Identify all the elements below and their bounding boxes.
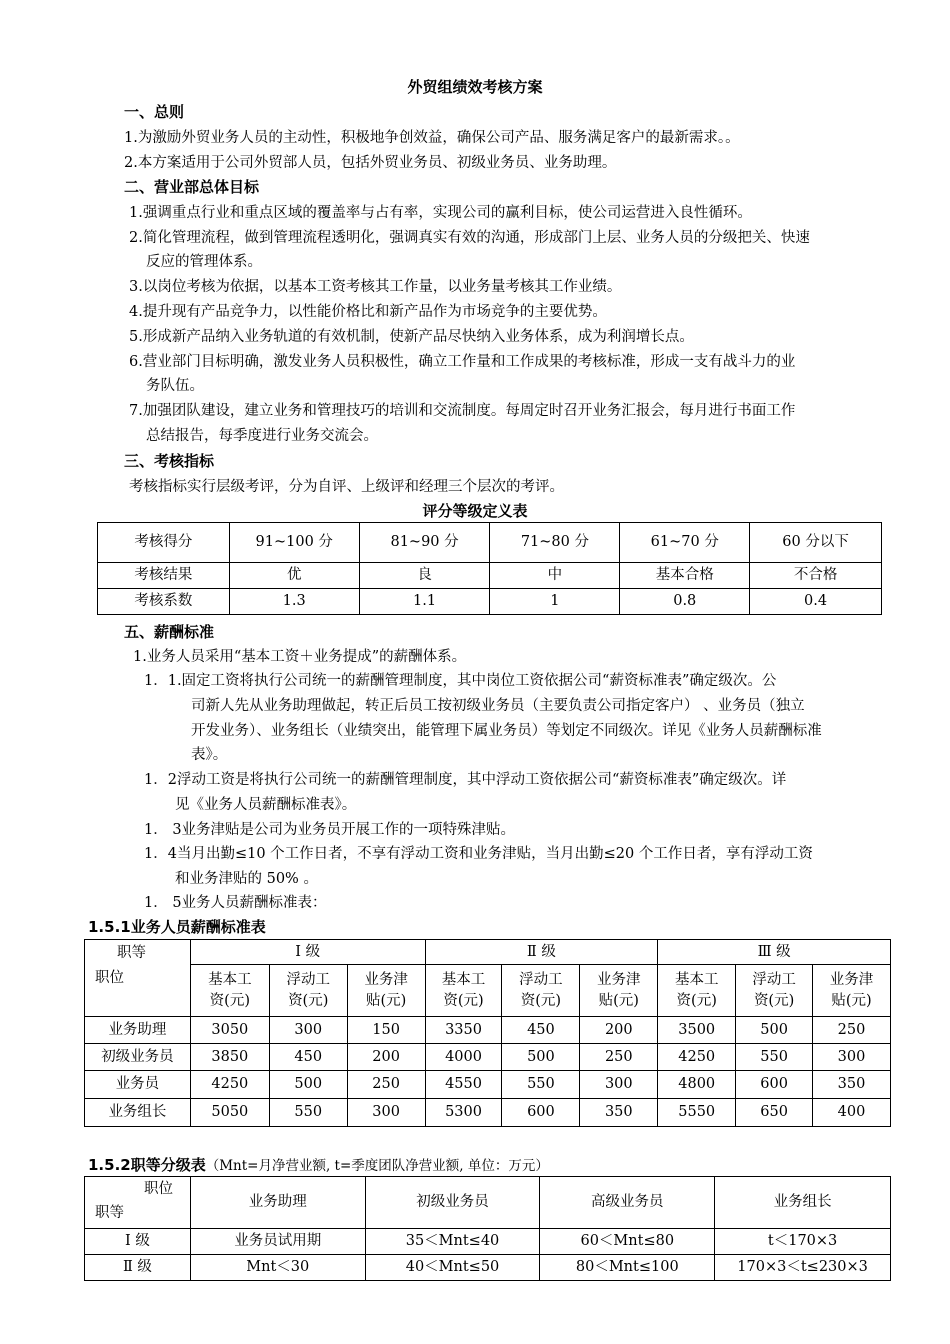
- grade-cell: 71~80 分: [490, 523, 620, 563]
- s1-item-1: 1.为激励外贸业务人员的主动性，积极地争创效益，确保公司产品、服务满足客户的最新需求。。: [124, 130, 740, 146]
- corner-top-label: 职等: [117, 945, 146, 961]
- grade-cell: 61~70 分: [620, 523, 750, 563]
- value-cell: 4250: [658, 1044, 736, 1071]
- value-cell: 35＜Mnt≤40: [365, 1229, 540, 1255]
- grade-cell: 考核系数: [98, 589, 230, 615]
- rank-corner: [85, 1177, 191, 1229]
- s5-p11-l1: 1．1.固定工资将执行公司统一的薪酬管理制度，其中岗位工资依据公司“薪资标准表”确定级次。公: [144, 673, 777, 689]
- rank-col-header: 初级业务员: [365, 1177, 540, 1229]
- salary-corner: [85, 940, 191, 1017]
- value-cell: Mnt＜30: [190, 1255, 365, 1281]
- sub-header: 浮动工 资(元): [736, 965, 813, 1017]
- role-cell: 初级业务员: [85, 1044, 191, 1071]
- rank-level-cell: Ⅱ 级: [85, 1255, 191, 1281]
- section-1-heading: 一、总则: [124, 103, 185, 121]
- s5-p11-l2: 司新人先从业务助理做起，转正后员工按初级业务员（主要负责公司指定客户） 、业务员（独立: [191, 698, 805, 714]
- grade-cell: 不合格: [750, 563, 882, 589]
- grade-table: [97, 522, 882, 615]
- value-cell: 3050: [190, 1017, 269, 1044]
- s2-item-2-cont: 反应的管理体系。: [146, 254, 262, 270]
- s2-item-6-cont: 务队伍。: [146, 378, 204, 394]
- s2-item-2: 2.简化管理流程，做到管理流程透明化，强调真实有效的沟通，形成部门上层、业务人员的分级把关、快速: [129, 230, 810, 246]
- section-2-heading: 二、营业部总体目标: [124, 178, 260, 196]
- value-cell: 650: [736, 1099, 813, 1127]
- value-cell: 450: [502, 1017, 580, 1044]
- s5-p1: 1.业务人员采用“基本工资＋业务提成”的薪酬体系。: [133, 649, 467, 665]
- table-row: [85, 1017, 891, 1044]
- s2-item-5: 5.形成新产品纳入业务轨道的有效机制，使新产品尽快纳入业务体系，成为利润增长点。: [129, 329, 694, 345]
- rank-level-cell: Ⅰ 级: [85, 1229, 191, 1255]
- sub-header: 浮动工 资(元): [502, 965, 580, 1017]
- s5-p14-l1: 1．4当月出勤≤10 个工作日者，不享有浮动工资和业务津贴，当月出勤≤20 个工作日者，享有浮动工资: [144, 846, 813, 862]
- rank-corner-bottom: 职等: [95, 1205, 124, 1221]
- value-cell: 600: [736, 1071, 813, 1099]
- grade-cell: 1.1: [359, 589, 490, 615]
- grade-cell: 中: [490, 563, 620, 589]
- grade-table-caption: 评分等级定义表: [422, 502, 528, 520]
- value-cell: 60＜Mnt≤80: [540, 1229, 715, 1255]
- value-cell: 4000: [425, 1044, 502, 1071]
- value-cell: 业务员试用期: [190, 1229, 365, 1255]
- value-cell: 500: [736, 1017, 813, 1044]
- sub-header: 基本工 资(元): [190, 965, 269, 1017]
- value-cell: 500: [269, 1071, 347, 1099]
- table-row: [85, 1044, 891, 1071]
- value-cell: 40＜Mnt≤50: [365, 1255, 540, 1281]
- grade-cell: 考核结果: [98, 563, 230, 589]
- grade-cell: 1: [490, 589, 620, 615]
- value-cell: 250: [347, 1071, 425, 1099]
- rank-table: [84, 1176, 891, 1281]
- s5-p15: 1． 5业务人员薪酬标准表：: [144, 895, 327, 911]
- value-cell: 300: [580, 1071, 658, 1099]
- value-cell: 200: [347, 1044, 425, 1071]
- rank-table-caption: [88, 1154, 549, 1175]
- value-cell: 550: [269, 1099, 347, 1127]
- value-cell: t＜170×3: [715, 1229, 891, 1255]
- value-cell: 200: [580, 1017, 658, 1044]
- s5-p11-l4: 表》。: [191, 747, 228, 763]
- s2-item-7: 7.加强团队建设，建立业务和管理技巧的培训和交流制度。每周定时召开业务汇报会，每月进行书面工作: [129, 403, 796, 419]
- rank-col-header: 业务组长: [715, 1177, 891, 1229]
- value-cell: 550: [502, 1071, 580, 1099]
- table-row: [85, 1229, 891, 1255]
- value-cell: 550: [736, 1044, 813, 1071]
- value-cell: 500: [502, 1044, 580, 1071]
- s3-text: 考核指标实行层级考评，分为自评、上级评和经理三个层次的考评。: [129, 479, 564, 495]
- value-cell: 5550: [658, 1099, 736, 1127]
- sub-header: 浮动工 资(元): [269, 965, 347, 1017]
- section-5-heading: 五、薪酬标准: [124, 623, 215, 641]
- s1-item-2: 2.本方案适用于公司外贸部人员，包括外贸业务员、初级业务员、业务助理。: [124, 155, 617, 171]
- value-cell: 170×3＜t≤230×3: [715, 1255, 891, 1281]
- value-cell: 3350: [425, 1017, 502, 1044]
- s2-item-7-cont: 总结报告，每季度进行业务交流会。: [146, 428, 378, 444]
- grade-cell: 良: [359, 563, 490, 589]
- level-header: Ⅲ 级: [658, 940, 891, 965]
- value-cell: 4800: [658, 1071, 736, 1099]
- s5-p13: 1． 3业务津贴是公司为业务员开展工作的一项特殊津贴。: [144, 822, 516, 838]
- grade-cell: 0.4: [750, 589, 882, 615]
- salary-table: [84, 939, 891, 1127]
- value-cell: 5050: [190, 1099, 269, 1127]
- value-cell: 80＜Mnt≤100: [540, 1255, 715, 1281]
- table-row: [85, 1255, 891, 1281]
- table-row: [85, 1071, 891, 1099]
- value-cell: 3500: [658, 1017, 736, 1044]
- value-cell: 400: [813, 1099, 891, 1127]
- rank-col-header: 高级业务员: [540, 1177, 715, 1229]
- rank-caption-title: 1.5.2职等分级表: [88, 1156, 206, 1174]
- value-cell: 250: [580, 1044, 658, 1071]
- grade-cell: 60 分以下: [750, 523, 882, 563]
- grade-cell: 1.3: [229, 589, 359, 615]
- value-cell: 350: [580, 1099, 658, 1127]
- value-cell: 4250: [190, 1071, 269, 1099]
- s5-p11-l3: 开发业务）、业务组长（业绩突出，能管理下属业务员）等划定不同级次。详见《业务人员薪酬标准: [191, 723, 822, 739]
- level-header: Ⅱ 级: [425, 940, 658, 965]
- grade-cell: 基本合格: [620, 563, 750, 589]
- s2-item-6: 6.营业部门目标明确，激发业务人员积极性，确立工作量和工作成果的考核标准，形成一支有战斗力的业: [129, 354, 796, 370]
- s5-p12-l2: 见《业务人员薪酬标准表》。: [175, 797, 357, 813]
- sub-header: 业务津 贴(元): [580, 965, 658, 1017]
- level-header: Ⅰ 级: [190, 940, 425, 965]
- s5-p14-l2: 和业务津贴的 50% 。: [175, 871, 318, 887]
- value-cell: 150: [347, 1017, 425, 1044]
- corner-bottom-label: 职位: [95, 970, 124, 986]
- value-cell: 450: [269, 1044, 347, 1071]
- table-row: [85, 1099, 891, 1127]
- sub-header: 基本工 资(元): [658, 965, 736, 1017]
- grade-cell: 91~100 分: [229, 523, 359, 563]
- section-3-heading: 三、考核指标: [124, 452, 215, 470]
- value-cell: 300: [347, 1099, 425, 1127]
- value-cell: 300: [269, 1017, 347, 1044]
- rank-caption-note: （Mnt=月净营业额, t=季度团队净营业额, 单位：万元）: [205, 1158, 549, 1174]
- value-cell: 250: [813, 1017, 891, 1044]
- value-cell: 5300: [425, 1099, 502, 1127]
- value-cell: 4550: [425, 1071, 502, 1099]
- sub-header: 基本工 资(元): [425, 965, 502, 1017]
- value-cell: 3850: [190, 1044, 269, 1071]
- grade-cell: 81~90 分: [359, 523, 490, 563]
- sub-header: 业务津 贴(元): [347, 965, 425, 1017]
- salary-table-caption: 1.5.1业务人员薪酬标准表: [88, 918, 266, 936]
- grade-cell: 0.8: [620, 589, 750, 615]
- role-cell: 业务组长: [85, 1099, 191, 1127]
- rank-col-header: 业务助理: [190, 1177, 365, 1229]
- s2-item-3: 3.以岗位考核为依据，以基本工资考核其工作量，以业务量考核其工作业绩。: [129, 279, 622, 295]
- s2-item-1: 1.强调重点行业和重点区域的覆盖率与占有率，实现公司的赢利目标，使公司运营进入良性循环。: [129, 205, 752, 221]
- s2-item-4: 4.提升现有产品竞争力，以性能价格比和新产品作为市场竞争的主要优势。: [129, 304, 607, 320]
- role-cell: 业务员: [85, 1071, 191, 1099]
- value-cell: 300: [813, 1044, 891, 1071]
- page-title: 外贸组绩效考核方案: [407, 78, 543, 96]
- s5-p12-l1: 1．2浮动工资是将执行公司统一的薪酬管理制度，其中浮动工资依据公司“薪资标准表”确定级次。详: [144, 772, 787, 788]
- value-cell: 600: [502, 1099, 580, 1127]
- value-cell: 350: [813, 1071, 891, 1099]
- grade-cell: 考核得分: [98, 523, 230, 563]
- grade-cell: 优: [229, 563, 359, 589]
- sub-header: 业务津 贴(元): [813, 965, 891, 1017]
- role-cell: 业务助理: [85, 1017, 191, 1044]
- rank-corner-top: 职位: [144, 1181, 173, 1197]
